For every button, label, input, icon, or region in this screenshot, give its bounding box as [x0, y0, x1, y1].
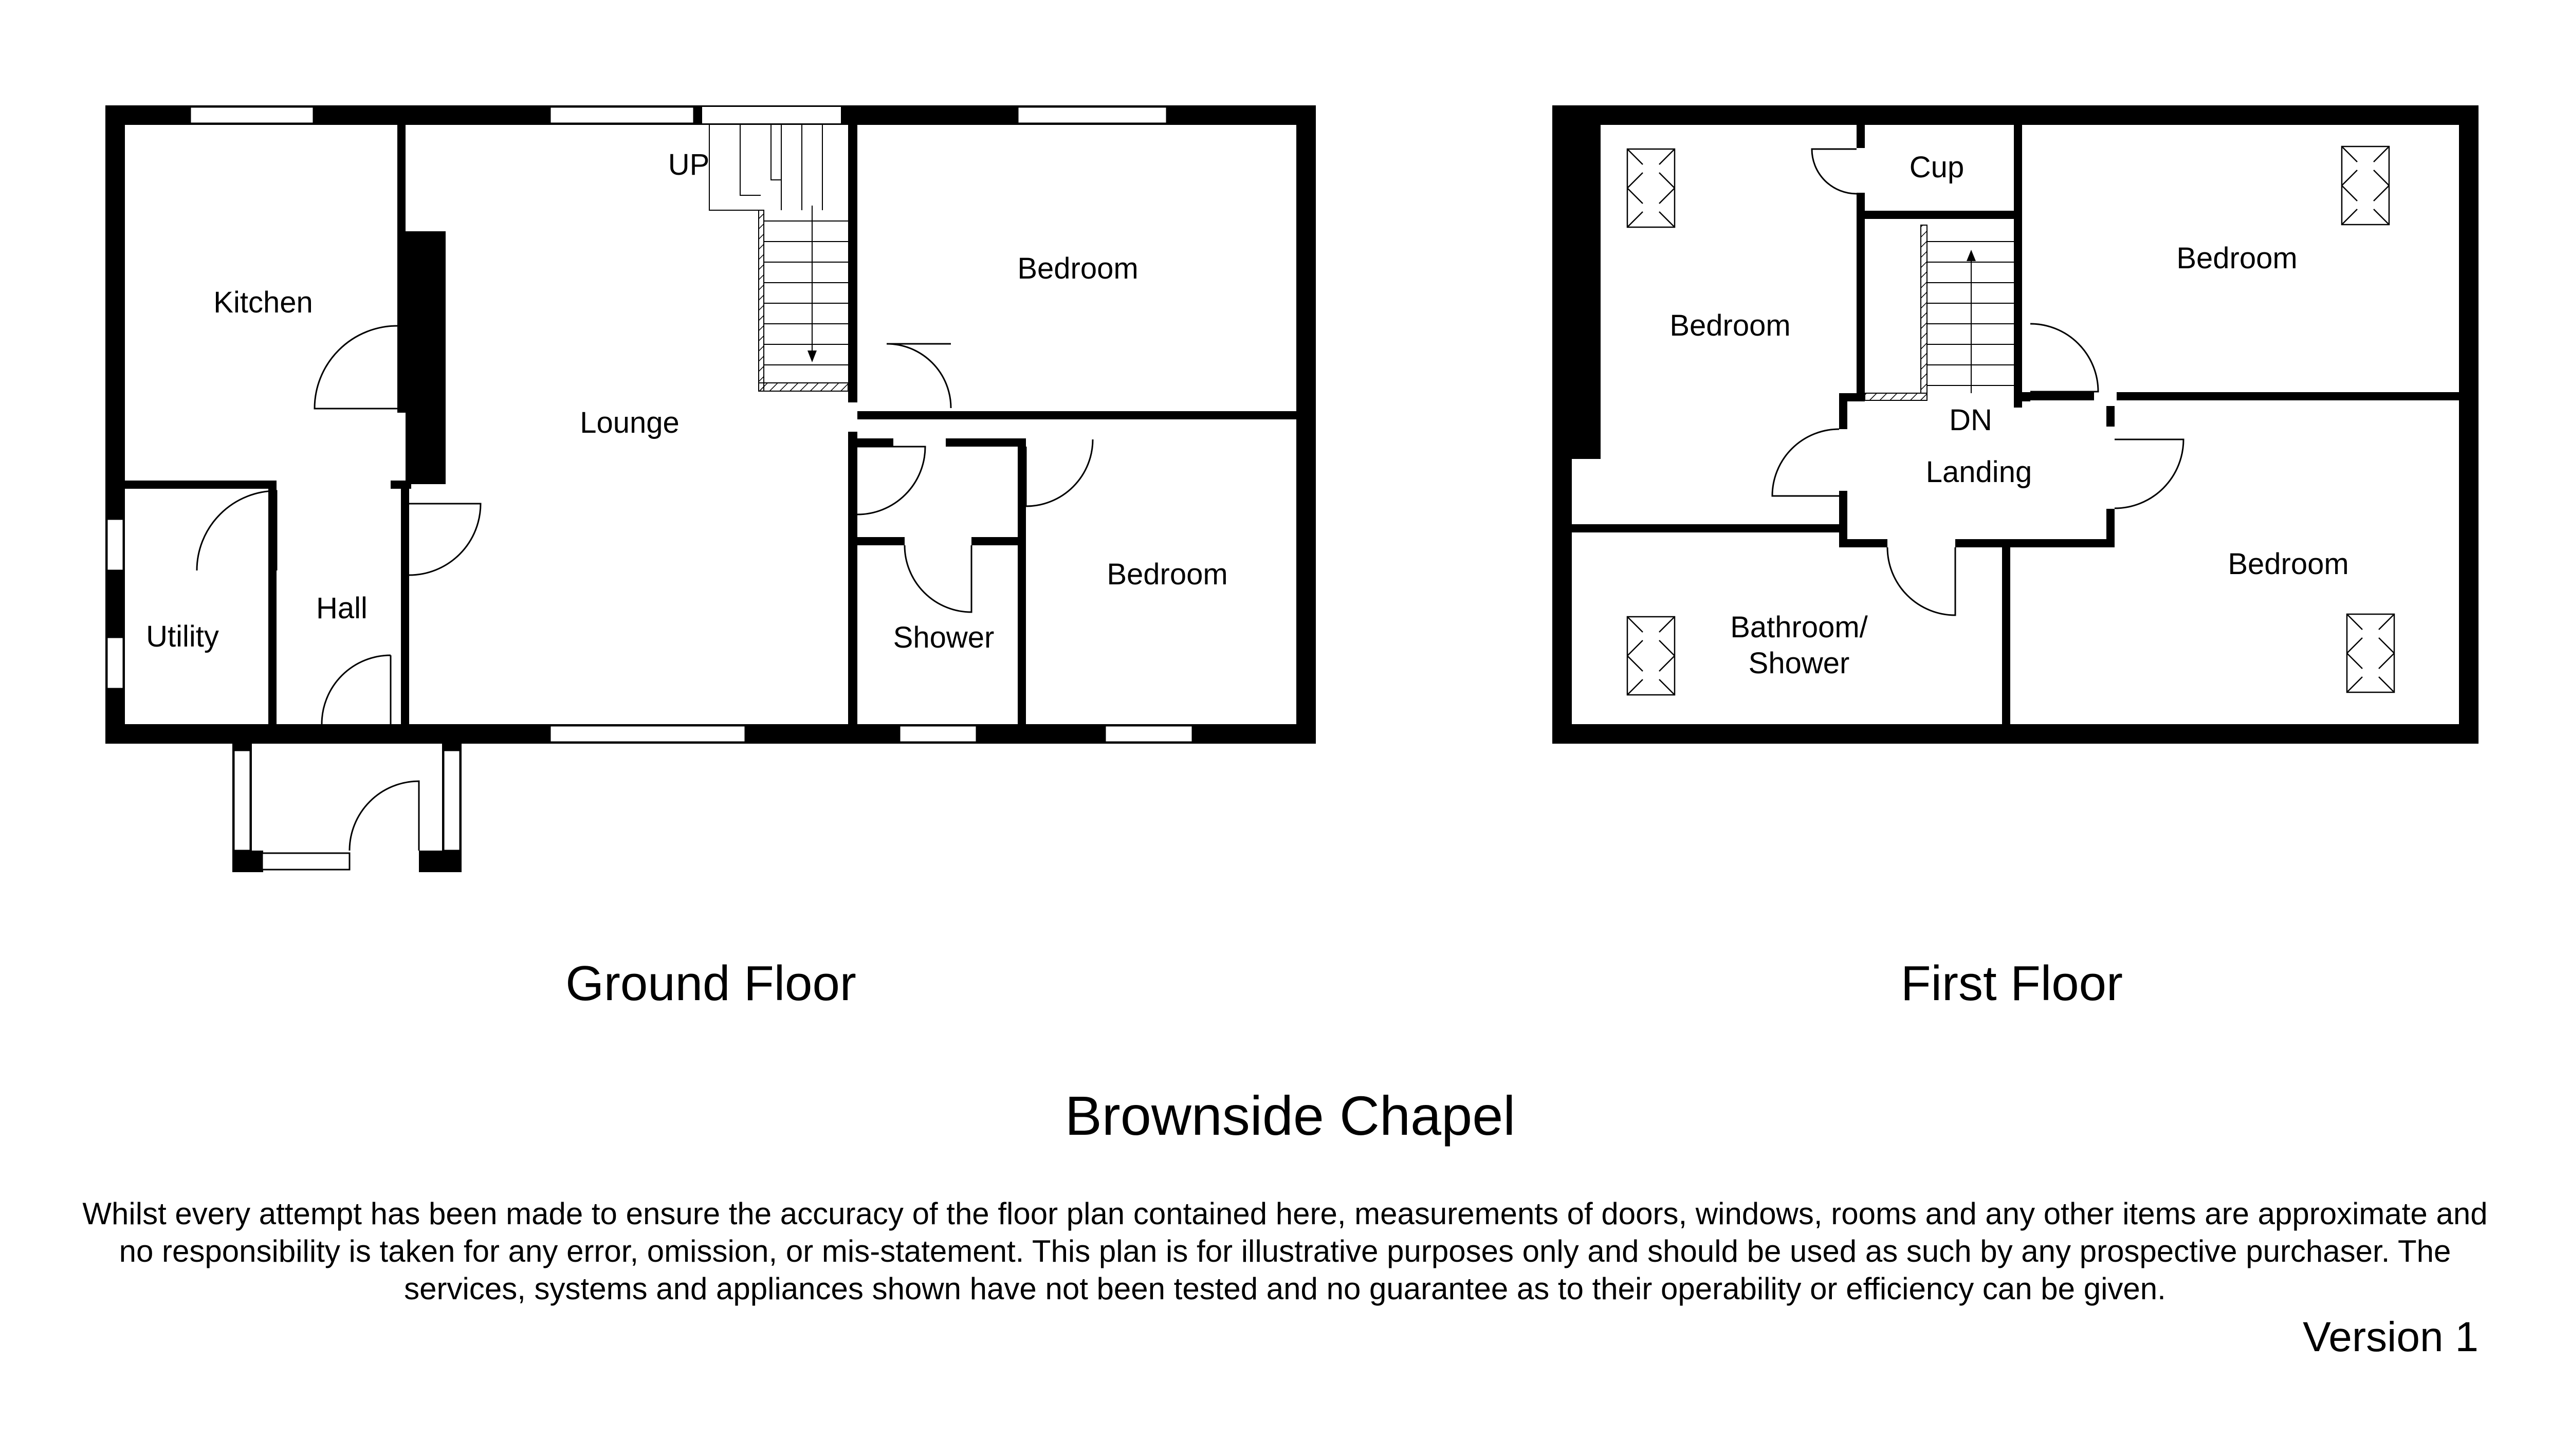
floor-title-ground: Ground Floor [565, 956, 856, 1011]
room-label-kitchen: Kitchen [213, 286, 313, 319]
ground-floor-plan [105, 105, 1316, 1011]
first-floor-stairs [1865, 225, 2014, 400]
roof-window-icon [2342, 146, 2389, 225]
roof-window-icon [2347, 614, 2394, 692]
floor-title-first: First Floor [1901, 956, 2123, 1011]
ground-floor-walls [105, 105, 1316, 872]
room-label-bathroom: Bathroom/ [1730, 611, 1868, 644]
ground-floor-room-labels [146, 148, 1228, 654]
roof-window-icon [1627, 149, 1675, 227]
plan-title: Brownside Chapel [1064, 1084, 1516, 1147]
first-floor-plan [1552, 105, 2479, 1011]
disclaimer-text: Whilst every attempt has been made to ensure the accuracy of the floor plan contained here, measurements of doors, windows, rooms and any other items are approximate and no responsibility is taken for any error, omission, or mis-statement. This plan is for illustrative purposes only and should be used as such by any prospective purchaser. The services, systems and appliances shown have not been tested and no guarantee as to their operability or efficiency can be given. [82, 1196, 2488, 1306]
room-label-lounge: Lounge [580, 406, 680, 439]
room-label-cupboard: Cup [1909, 151, 1965, 184]
room-label-shower: Shower [893, 621, 995, 654]
roof-window-icon [1627, 617, 1675, 695]
ground-floor-stairs [709, 125, 848, 391]
ground-floor-doors [197, 326, 1093, 851]
room-label-bedroom: Bedroom [1017, 252, 1139, 285]
stair-label-down: DN [1949, 403, 1992, 437]
first-floor-walls [1552, 105, 2479, 744]
room-label-hall: Hall [316, 592, 368, 625]
room-label-shower: Shower [1748, 647, 1850, 680]
room-label-utility: Utility [146, 620, 219, 653]
room-label-bedroom: Bedroom [1669, 309, 1791, 342]
stair-label-up: UP [668, 148, 710, 181]
room-label-bedroom: Bedroom [2176, 242, 2298, 275]
room-label-bedroom: Bedroom [1107, 558, 1228, 591]
room-label-landing: Landing [1925, 455, 2032, 489]
room-label-bedroom: Bedroom [2228, 547, 2349, 581]
version-label: Version 1 [2303, 1314, 2479, 1360]
